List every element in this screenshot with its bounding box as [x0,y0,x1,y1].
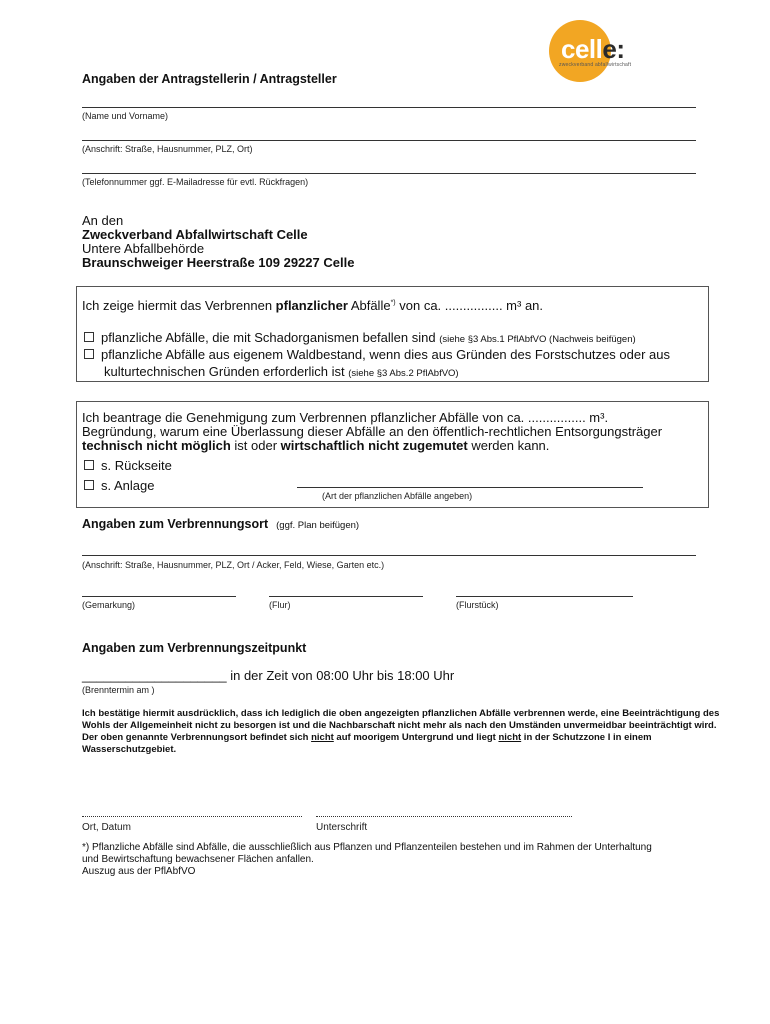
applicant-heading: Angaben der Antragstellerin / Antragsteller [82,72,337,86]
address-caption: (Anschrift: Straße, Hausnummer, PLZ, Ort) [82,144,253,154]
name-caption: (Name und Vorname) [82,111,169,121]
checkbox-anlage[interactable] [84,480,94,490]
waste-type-field-line[interactable] [297,487,643,488]
footnote [82,842,742,878]
recipient-line-1: An den [82,213,124,228]
waste-type-caption: (Art der pflanzlichen Abfälle angeben) [322,491,473,501]
declaration-p2: Der oben genannte Verbrennungsort befindet sich nicht auf moorigem Untergrund und liegt nicht in der Schutzzone I in einem Wasserschutzgebiet. [82,732,652,755]
recipient-line-3: Untere Abfallbehörde [82,241,205,256]
notice-option-2: pflanzliche Abfälle aus eigenem Waldbestand, wenn dies aus Gründen des Forstschutzes oder aus [84,347,670,362]
permit-line-1: Ich beantrage die Genehmigung zum Verbrennen pflanzlicher Abfälle von ca. ................ m³. [82,410,609,425]
flurstueck-field-line[interactable] [456,596,633,597]
gemarkung-caption: (Gemarkung) [82,600,136,610]
signature-caption: Unterschrift [316,822,368,833]
gemarkung-field-line[interactable] [82,596,236,597]
flurstueck-caption: (Flurstück) [456,600,499,610]
permit-option-2: s. Anlage [84,478,155,493]
permit-line-2: Begründung, warum eine Überlassung dieser Abfälle an den öffentlich-rechtlichen Entsorgungsträger [82,424,663,439]
checkbox-rueckseite[interactable] [84,460,94,470]
location-address-line[interactable] [82,555,696,556]
logo-tagline: zweckverband abfallwirtschaft [559,62,632,68]
address-field-line[interactable] [82,140,696,141]
place-date-field-line[interactable] [82,816,302,817]
notice-option-1: pflanzliche Abfälle, die mit Schadorganismen befallen sind (siehe §3 Abs.1 PflAbfVO (Nachweis beifügen) [84,330,636,345]
celle-logo [549,20,649,68]
logo-wordmark: celle: [561,34,625,64]
recipient-address [82,214,354,270]
checkbox-schadorganismen[interactable] [84,332,94,342]
name-field-line[interactable] [82,107,696,108]
flur-field-line[interactable] [269,596,423,597]
permit-line-3: technisch nicht möglich ist oder wirtschaftlich nicht zugemutet werden kann. [82,438,550,453]
recipient-line-4: Braunschweiger Heerstraße 109 29227 Celle [82,255,355,270]
footnote-line-1: *) Pflanzliche Abfälle sind Abfälle, die ausschließlich aus Pflanzen und Pflanzenteilen bestehen und im Rahmen der Unterhaltung [82,842,652,853]
permit-option-1: s. Rückseite [84,458,172,473]
notice-option-2-cont: kulturtechnischen Gründen erforderlich ist (siehe §3 Abs.2 PflAbfVO) [104,364,459,379]
notice-intro: Ich zeige hiermit das Verbrennen pflanzlicher Abfälle*) von ca. ................ m³ an. [82,298,544,313]
flur-caption: (Flur) [269,600,291,610]
phone-caption: (Telefonnummer ggf. E-Mailadresse für evtl. Rückfragen) [82,177,309,187]
checkbox-waldbestand[interactable] [84,349,94,359]
declaration [82,708,728,756]
declaration-p1: Ich bestätige hiermit ausdrücklich, dass ich lediglich die oben angezeigten pflanzlichen Abfälle verbrennen werde, eine Beeinträchtigung des Wohls der Allgemeinheit nicht zu besorgen ist und die Nachbarschaft nicht mehr als nach den Umständen unvermeidbar beeinträchtigt wird. [82,708,720,731]
phone-field-line[interactable] [82,173,696,174]
footnote-line-2: und Bewirtschaftung bewachsener Flächen anfallen. [82,854,314,865]
signature-field-line[interactable] [316,816,572,817]
time-caption: (Brenntermin am ) [82,685,155,695]
footnote-line-3: Auszug aus der PflAbfVO [82,866,196,877]
place-date-caption: Ort, Datum [82,822,131,833]
location-address-caption: (Anschrift: Straße, Hausnummer, PLZ, Ort / Acker, Feld, Wiese, Garten etc.) [82,560,385,570]
recipient-line-2: Zweckverband Abfallwirtschaft Celle [82,227,308,242]
location-heading: Angaben zum Verbrennungsort (ggf. Plan beifügen) [82,517,360,531]
time-line[interactable]: ____________________ in der Zeit von 08:00 Uhr bis 18:00 Uhr [82,668,455,683]
time-heading: Angaben zum Verbrennungszeitpunkt [82,641,307,655]
